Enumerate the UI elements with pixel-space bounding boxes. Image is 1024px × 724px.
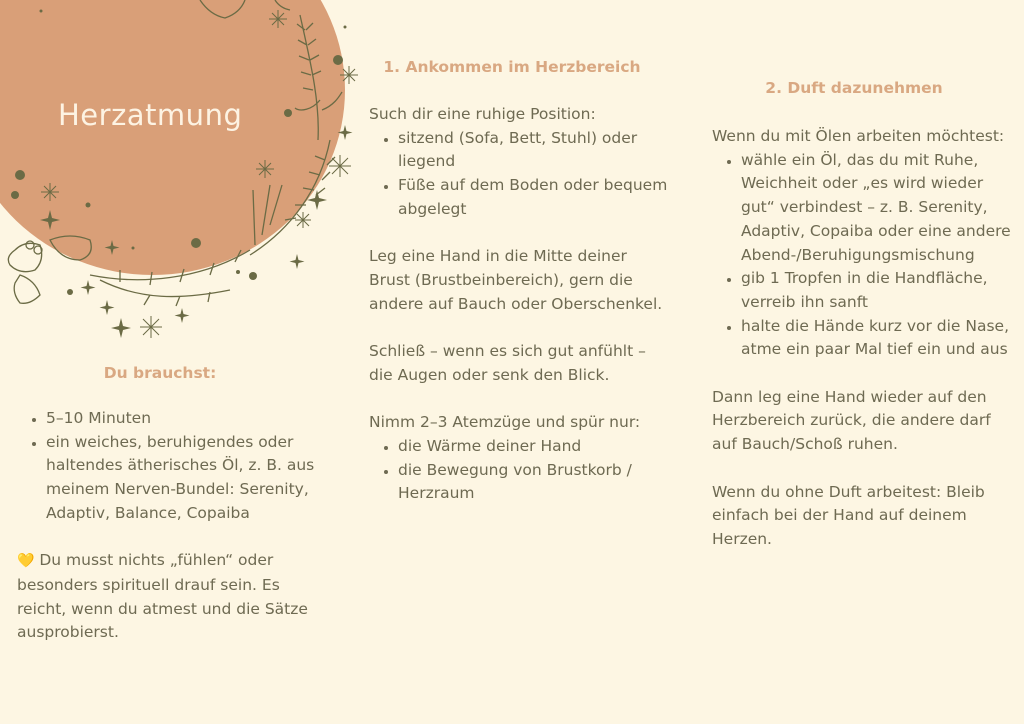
step-2-section (712, 125, 1012, 552)
list-item: • gib 1 Tropfen in die Handfläche, verreib ihn sanft (741, 267, 1012, 314)
eyes-instruction: Schließ – wenn es sich gut anfühlt – die Augen oder senk den Blick. (369, 342, 646, 384)
list-item: • wähle ein Öl, das du mit Ruhe, Weichheit oder „es wird wieder gut“ verbindest – z. B. Serenity, Adaptiv, Copaiba oder eine andere Abend-/Beruhigungsmischung (741, 149, 1012, 268)
reassurance-note (17, 549, 317, 645)
position-list (369, 127, 669, 222)
list-item: • die Wärme deiner Hand (398, 435, 669, 459)
step-1-section (369, 103, 669, 506)
oils-list (712, 149, 1012, 362)
list-item: • halte die Hände kurz vor die Nase, atme ein paar Mal tief ein und aus (741, 315, 1012, 362)
yellow-heart-icon: 💛 (17, 553, 35, 570)
needs-section (17, 407, 317, 645)
page-title: Herzatmung (58, 98, 243, 132)
list-item: • Füße auf dem Boden oder bequem abgelegt (398, 174, 669, 221)
needs-heading: Du brauchst: (103, 364, 217, 382)
step-1-heading: 1. Ankommen im Herzbereich (383, 58, 641, 76)
note-text: Du musst nichts „fühlen“ oder besonders spirituell drauf sein. Es reicht, wenn du atmest und die Sätze ausprobierst. (17, 551, 308, 642)
list-item: • ein weiches, beruhigendes oder haltendes ätherisches Öl, z. B. aus meinem Nerven-Bundel: Serenity, Adaptiv, Balance, Copaiba (46, 431, 317, 526)
without-scent-instruction: Wenn du ohne Duft arbeitest: Bleib einfach bei der Hand auf deinem Herzen. (712, 482, 985, 548)
list-item: • 5–10 Minuten (46, 407, 317, 431)
oils-intro: Wenn du mit Ölen arbeiten möchtest: (712, 127, 1005, 145)
position-intro: Such dir eine ruhige Position: (369, 105, 596, 123)
breath-list (369, 435, 669, 506)
hand-instruction: Leg eine Hand in die Mitte deiner Brust (Brustbeinbereich), gern die andere auf Bauch oder Oberschenkel. (369, 247, 663, 313)
step-2-heading: 2. Duft dazunehmen (765, 79, 943, 97)
list-item: • sitzend (Sofa, Bett, Stuhl) oder liegend (398, 127, 669, 174)
winter-wreath-decoration (0, 0, 370, 345)
after-instruction: Dann leg eine Hand wieder auf den Herzbereich zurück, die andere darf auf Bauch/Schoß ruhen. (712, 387, 991, 454)
breath-intro: Nimm 2–3 Atemzüge und spür nur: (369, 413, 641, 432)
list-item: • die Bewegung von Brustkorb / Herzraum (398, 459, 669, 506)
needs-list (17, 407, 317, 526)
